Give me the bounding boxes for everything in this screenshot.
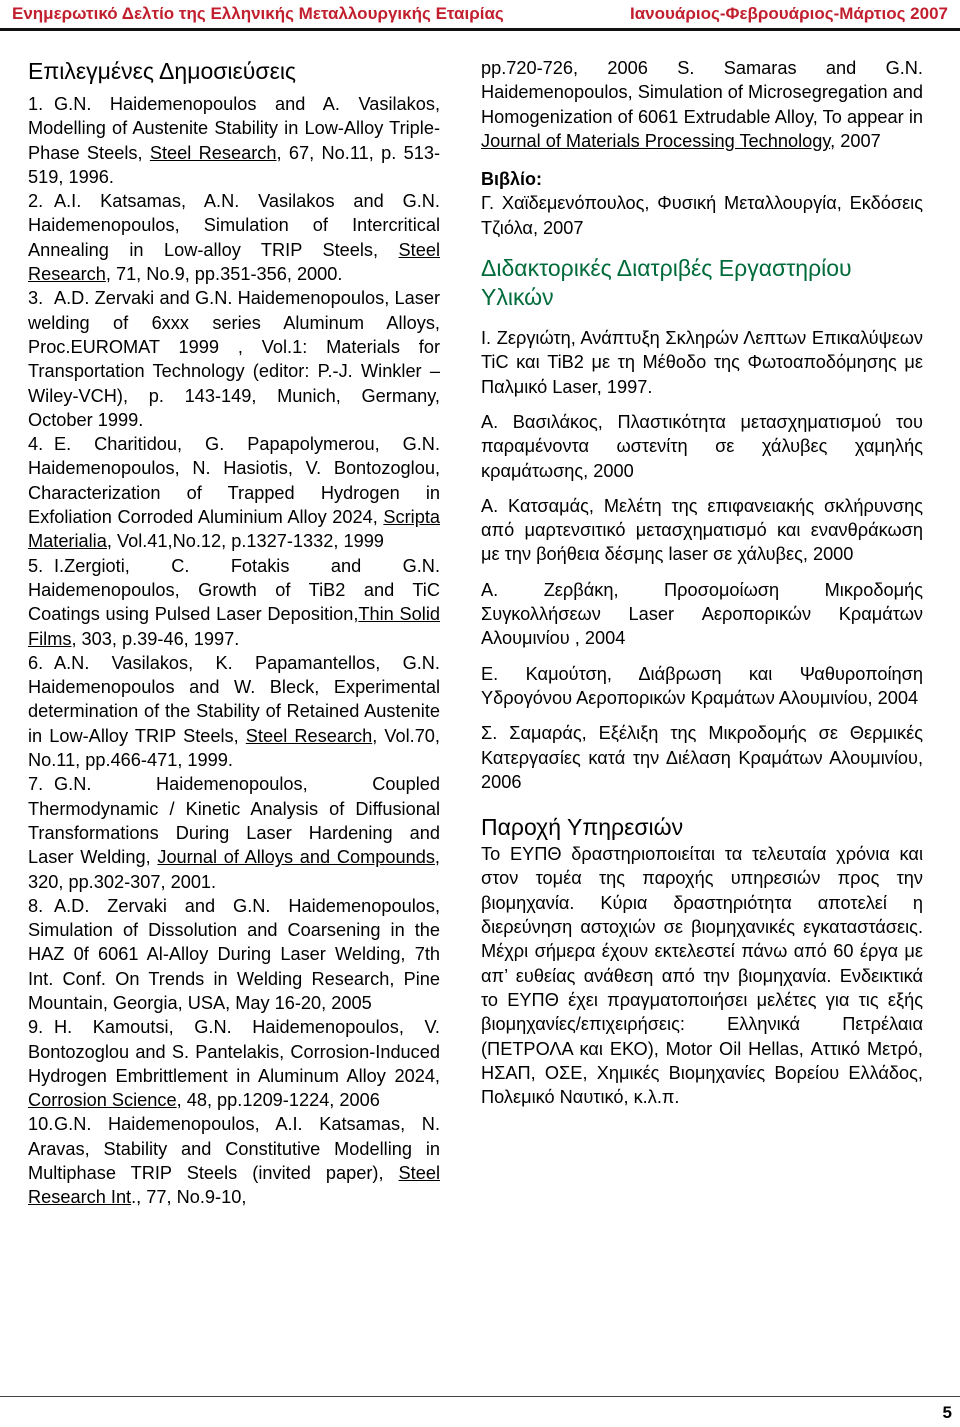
journal-link[interactable]: Journal of Alloys and Compounds: [157, 847, 435, 868]
publication-number: 4.: [28, 434, 44, 455]
theses-list: [481, 326, 923, 794]
publication-text: A.D. Zervaki and G.N. Haidemenopoulos, Laser welding of 6xxx series Aluminum Alloys, Proc.EUROMAT 1999 , Vol.1: Materials for Transportation Technology (editor: P.-J. Winkler – Wiley-VCH), p. 143-149, Munich, Germany, October 1999.: [28, 288, 440, 430]
publication-text: I.Zergioti, C. Fotakis and G.N. Haidemenopoulos, Growth of TiB2 and TiC Coatings using Pulsed Laser Deposition,: [28, 555, 440, 625]
publication-item: [28, 894, 440, 1015]
publication-item: [28, 1112, 440, 1209]
thesis-item: Σ. Σαμαράς, Εξέλιξη της Μικροδομής σε Θερμικές Κατεργασίες κατά την Διέλαση Κραμάτων Αλουμινίου, 2006: [481, 723, 923, 792]
thesis-item: Α. Βασιλάκος, Πλαστικότητα μετασχηματισμού του παραμένοντα ωστενίτη σε χάλυβες χαμηλής κραμάτωσης, 2000: [481, 411, 923, 481]
publication-text: H. Kamoutsi, G.N. Haidemenopoulos, V. Bontozoglou and S. Pantelakis, Corrosion-Induced Hydrogen Embrittlement in Aluminum Alloy 2024,: [28, 1017, 440, 1086]
page-header: [0, 0, 960, 31]
journal-link[interactable]: Corrosion Science: [28, 1090, 177, 1111]
publication-text-end: , 71, No.9, pp.351-356, 2000.: [105, 264, 343, 285]
publication-text: E. Charitidou, G. Papapolymerou, G.N. Haidemenopoulos, N. Hasiotis, V. Bontozoglou, Characterization of Trapped Hydrogen in Exfoliation Corroded Aluminium Alloy 2024,: [28, 434, 440, 528]
publication-text-end: , 303, p.39-46, 1997.: [71, 628, 240, 649]
publication-item: [28, 1015, 440, 1112]
publication-text: G.N. Haidemenopoulos and A. Vasilakos, Modelling of Austenite Stability in Low-Alloy Triple-Phase Steels,: [28, 94, 440, 163]
publication-item: [28, 92, 440, 189]
publication-text-end: ., 77, No.9-10,: [131, 1187, 247, 1208]
pub-text: pp.720-726, 2006 S. Samaras and G.N. Haidemenopoulos, Simulation of Microsegregation and Homogenization of 6061 Extrudable Alloy, To appear in: [481, 58, 923, 127]
book-label: Βιβλίο:: [481, 169, 542, 190]
services-text: Το ΕΥΠΘ δραστηριοποιείται τα τελευταία χρόνια και στον τομέα της παροχής υπηρεσιών προς την βιομηχανία. Κύρια δραστηριότητα αποτελεί η διερεύνηση αστοχιών σε βιομηχανικές εγκαταστάσεις. Μέχρι σήμερα έχουν εκτελεστεί πάνω από 60 έργα με απ’ ευθείας ανάθεση από την βιομηχανία. Ενδεικτικά το ΕΥΠΘ έχει πραγματοποιήσει μελέτες για τις εξής βιομηχανίες/επιχειρήσεις: Ελληνικά Πετρέλαια (ΠΕΤΡΟΛΑ και ΕΚΟ), Motor Oil Hellas, Αττικό Μετρό, ΗΣΑΠ, ΟΣΕ, Χημικές Βιομηχανίες Βορείου Ελλάδος, Πολεμικό Ναυτικό, κ.λ.π.: [481, 844, 923, 1108]
publication-number: 5.: [28, 555, 44, 576]
publication-number: 7.: [28, 774, 44, 795]
theses-title: Διδακτορικές Διατριβές Εργαστηρίου Υλικών: [481, 255, 852, 311]
publication-item: [28, 554, 440, 651]
left-column: [28, 56, 440, 1210]
book-text: Γ. Χαϊδεμενόπουλος, Φυσική Μεταλλουργία, Εκδόσεις Τζιόλα, 2007: [481, 193, 923, 238]
publication-text: A.N. Vasilakos, K. Papamantellos, G.N. Haidemenopoulos and W. Bleck, Experimental determination of the Stability of Retained Austenite in Low-Alloy TRIP Steels,: [28, 652, 440, 746]
right-column: [481, 56, 923, 1120]
publication-item: [28, 651, 440, 772]
services-title: Παροχή Υπηρεσιών: [481, 814, 684, 841]
publication-text: G.N. Haidemenopoulos, A.I. Katsamas, N. Aravas, Stability and Constitutive Modelling in Multiphase TRIP Steels (invited paper),: [28, 1114, 440, 1184]
publication-text: A.D. Zervaki and G.N. Haidemenopoulos, Simulation of Dissolution and Coarsening in the HAZ 0f 6061 Al-Alloy During Laser Welding, 7th Int. Conf. On Trends in Welding Research, Pine Mountain, Georgia, USA, May 16-20, 2005: [28, 895, 440, 1013]
publication-continuation: [481, 56, 923, 153]
publication-number: 9.: [28, 1017, 44, 1038]
publication-item: [28, 772, 440, 893]
thesis-item: Α. Κατσαμάς, Μελέτη της επιφανειακής σκλήρυνσης από μαρτενσιτικό μετασχηματισμό και ενανθράκωση με την βοήθεια δέσμης laser σε χάλυβες, 2000: [481, 495, 923, 565]
journal-link[interactable]: Steel Research: [28, 239, 440, 285]
footer-divider: [0, 1396, 960, 1397]
thesis-item: Α. Ζερβάκη, Προσομοίωση Μικροδομής Συγκολλήσεων Laser Αεροπορικών Κραμάτων Αλουμινίου , 2004: [481, 579, 923, 649]
publication-number: 3.: [28, 288, 44, 309]
publication-text: G.N. Haidemenopoulos, Coupled Thermodynamic / Kinetic Analysis of Diffusional Transformations During Laser Hardening and Laser Welding,: [28, 774, 440, 868]
publication-text-end: , 67, No.11, p. 513-519, 1996.: [28, 142, 440, 187]
publication-item: [28, 189, 440, 286]
publication-number: 6.: [28, 652, 44, 673]
journal-link[interactable]: Steel Research: [149, 142, 277, 163]
publication-text: A.I. Katsamas, A.N. Vasilakos and G.N. Haidemenopoulos, Simulation of Intercritical Annealing in Low-alloy TRIP Steels,: [28, 191, 440, 260]
publications-title: Επιλεγμένες Δημοσιεύσεις: [28, 58, 297, 84]
issue-date: Ιανουάριος-Φεβρουάριος-Μάρτιος 2007: [630, 4, 948, 23]
thesis-item: Ι. Ζεργιώτη, Ανάπτυξη Σκληρών Λεπτων Επικαλύψεων TiC και TiB2 με τη Μέθοδο της Φωτοαποδόμησης με Παλμικό Laser, 1997.: [481, 328, 923, 397]
journal-link[interactable]: Steel Research Int: [28, 1163, 440, 1208]
publication-item: [28, 432, 440, 553]
journal-link[interactable]: Scripta Materialia: [28, 507, 440, 552]
publication-number: 8.: [28, 895, 44, 916]
journal-link[interactable]: Journal of Materials Processing Technology: [481, 130, 831, 151]
publication-text-end: , 48, pp.1209-1224, 2006: [176, 1090, 380, 1111]
publication-number: 2.: [28, 191, 44, 212]
journal-link[interactable]: Thin Solid Films: [28, 604, 440, 649]
publication-number: 10.: [28, 1114, 54, 1135]
publication-number: 1.: [28, 94, 44, 114]
publication-text-end: , Vol.70, No.11, pp.466-471, 1999.: [28, 725, 440, 771]
thesis-item: Ε. Καμούτση, Διάβρωση και Ψαθυροποίηση Υδρογόνου Αεροπορικών Κραμάτων Αλουμινίου, 2004: [481, 663, 923, 708]
pub-text-end: , 2007: [830, 130, 881, 151]
publication-item: [28, 286, 440, 432]
publication-text-end: , 320, pp.302-307, 2001.: [28, 847, 440, 892]
journal-link[interactable]: Steel Research: [245, 725, 373, 746]
publication-list: [28, 92, 440, 1210]
publication-text-end: , Vol.41,No.12, p.1327-1332, 1999: [106, 531, 384, 552]
page-number: 5: [942, 1403, 952, 1422]
newsletter-title: Ενημερωτικό Δελτίο της Ελληνικής Μεταλλουργικής Εταιρίας: [12, 4, 504, 23]
